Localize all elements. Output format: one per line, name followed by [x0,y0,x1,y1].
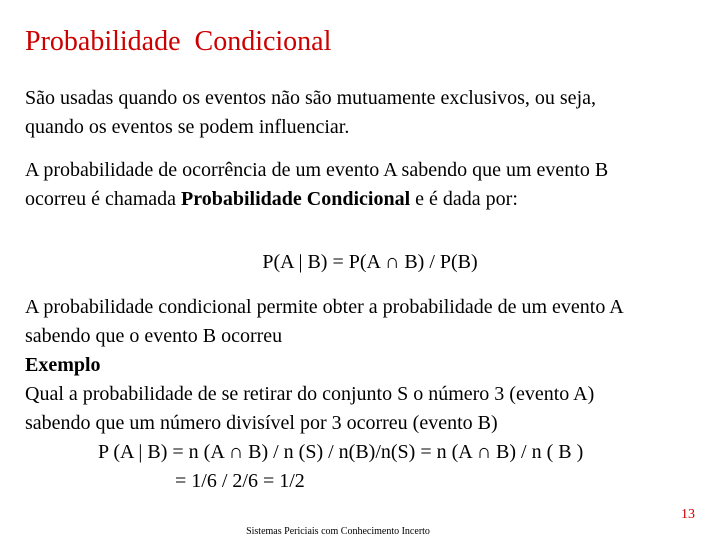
slide-title: Probabilidade Condicional [25,26,332,57]
intro-line-1: São usadas quando os eventos não são mutuamente exclusivos, ou seja, [25,87,596,109]
definition-line-2-end: e é dada por: [410,188,518,210]
example-calculation-line-2: = 1/6 / 2/6 = 1/2 [175,470,305,492]
definition-line-2-start: ocorreu é chamada [25,188,182,210]
example-paragraph [25,293,705,496]
usage-line-2: sabendo que o evento B ocorreu [25,325,283,347]
definition-paragraph [25,156,705,214]
usage-line-1: A probabilidade condicional permite obter a probabilidade de um evento A [25,296,624,318]
definition-line-1: A probabilidade de ocorrência de um evento A sabendo que um evento B [25,159,609,181]
example-calculation-line-1: P (A | B) = n (A ∩ B) / n (S) / n(B)/n(S) = n (A ∩ B) / n ( B ) [98,441,584,463]
example-heading: Exemplo [25,354,101,376]
intro-line-2: quando os eventos se podem influenciar. [25,116,350,138]
definition-term: Probabilidade Condicional [181,188,411,210]
example-question-line-2: sabendo que um número divisível por 3 ocorreu (evento B) [25,412,498,434]
example-question-line-1: Qual a probabilidade de se retirar do conjunto S o número 3 (evento A) [25,383,595,405]
intro-paragraph [25,84,705,142]
definition-line-2 [25,185,705,214]
conditional-probability-formula: P(A | B) = P(A ∩ B) / P(B) [262,251,478,273]
page-number: 13 [681,507,695,522]
slide-footer: Sistemas Periciais com Conhecimento Incerto [246,526,430,537]
